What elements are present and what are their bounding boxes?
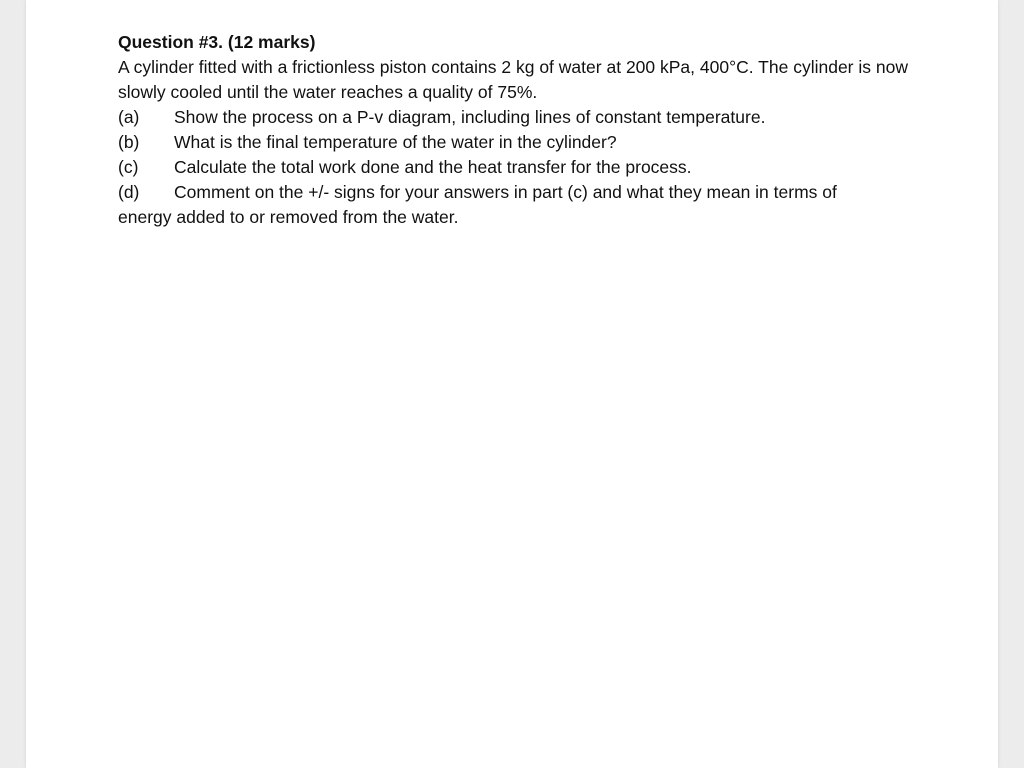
document-page bbox=[26, 0, 998, 768]
part-d-continuation: energy added to or removed from the water. bbox=[118, 207, 459, 227]
part-text: Calculate the total work done and the heat transfer for the process. bbox=[174, 157, 692, 177]
question-block bbox=[118, 30, 908, 230]
part-text: Show the process on a P-v diagram, including lines of constant temperature. bbox=[174, 107, 766, 127]
part-label: (a) bbox=[118, 107, 140, 127]
question-title: Question #3. (12 marks) bbox=[118, 32, 316, 52]
part-text: What is the final temperature of the water in the cylinder? bbox=[174, 132, 617, 152]
part-label: (b) bbox=[118, 132, 140, 152]
part-label: (d) bbox=[118, 182, 140, 202]
part-d bbox=[118, 180, 908, 205]
question-intro: A cylinder fitted with a frictionless piston contains 2 kg of water at 200 kPa, 400°C. The cylinder is now slowly cooled until the water reaches a quality of 75%. bbox=[118, 57, 908, 102]
part-text: Comment on the +/- signs for your answers in part (c) and what they mean in terms of bbox=[174, 182, 837, 202]
part-b bbox=[118, 130, 908, 155]
part-a bbox=[118, 105, 908, 130]
part-c bbox=[118, 155, 908, 180]
part-label: (c) bbox=[118, 157, 139, 177]
